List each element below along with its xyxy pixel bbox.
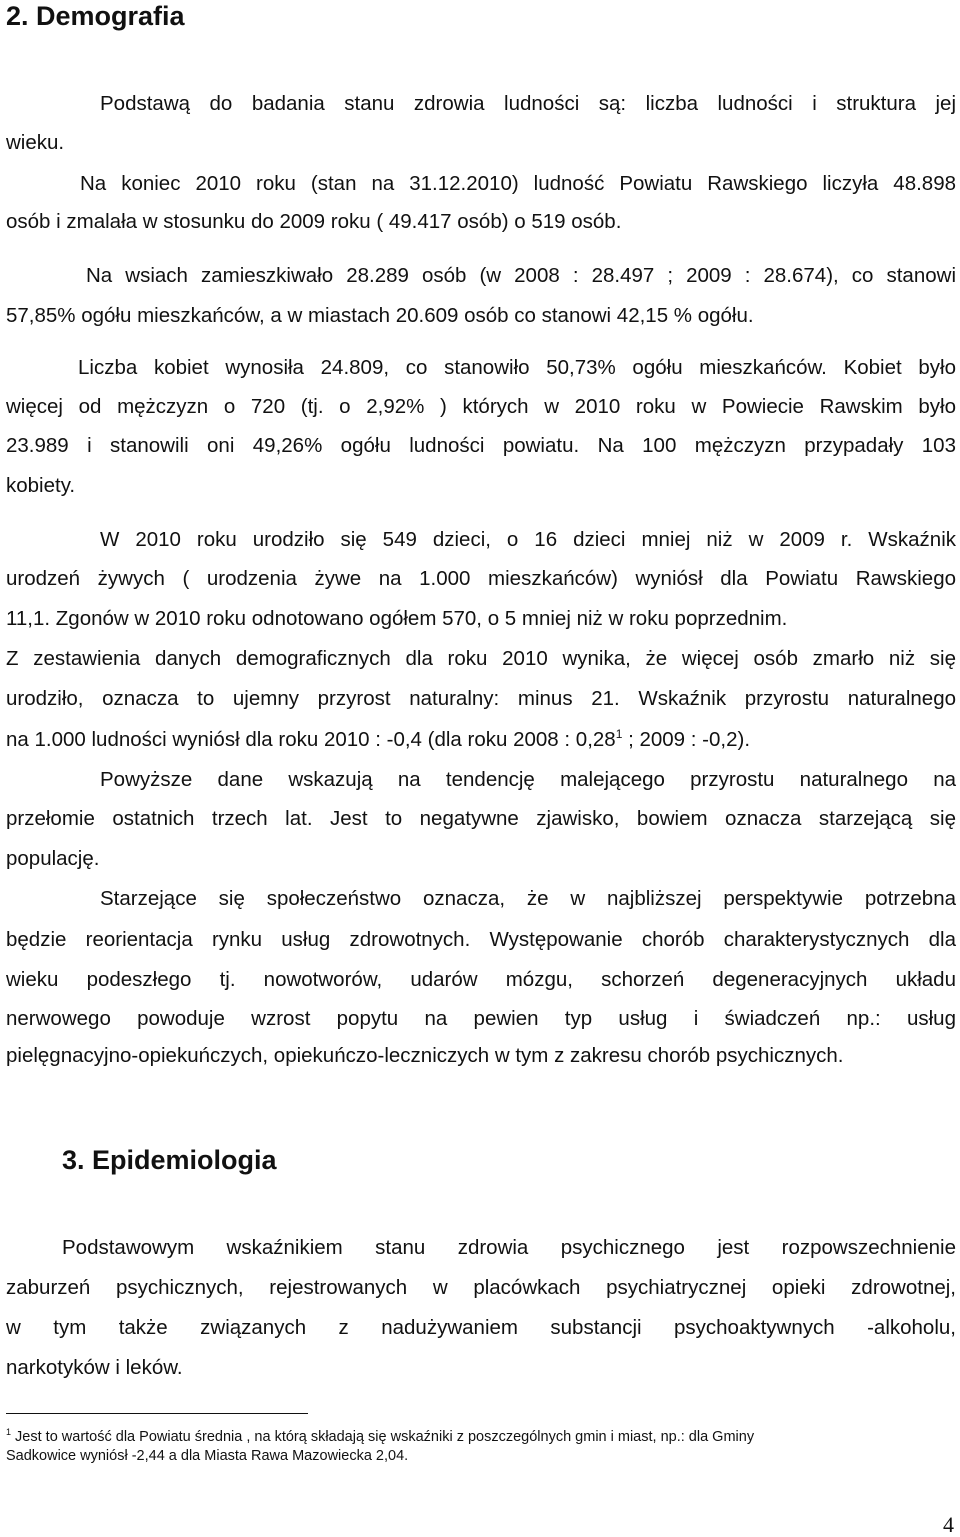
paragraph-line: Z zestawienia danych demograficznych dla roku 2010 wynika, że więcej osób zmarło niż się [6,647,956,670]
paragraph-line: w tym także związanych z nadużywaniem substancji psychoaktywnych -alkoholu, [6,1316,956,1339]
paragraph-line: więcej od mężczyzn o 720 (tj. o 2,92% ) których w 2010 roku w Powiecie Rawskim było [6,395,956,418]
paragraph-line: przełomie ostatnich trzech lat. Jest to negatywne zjawisko, bowiem oznacza starzejącą się [6,807,956,830]
paragraph-line: urodziło, oznacza to ujemny przyrost naturalny: minus 21. Wskaźnik przyrostu naturalnego [6,687,956,710]
paragraph-line: 57,85% ogółu mieszkańców, a w miastach 20.609 osób co stanowi 42,15 % ogółu. [6,304,754,327]
paragraph-line: Na koniec 2010 roku (stan na 31.12.2010) ludność Powiatu Rawskiego liczyła 48.898 [80,172,956,195]
paragraph-line: narkotyków i leków. [6,1356,183,1379]
paragraph-line [6,727,956,753]
paragraph-line: kobiety. [6,474,76,497]
paragraph-line: 23.989 i stanowili oni 49,26% ogółu ludności powiatu. Na 100 mężczyzn przypadały 103 [6,434,956,457]
paragraph-line: wieku. [6,131,65,154]
paragraph-line: będzie reorientacja rynku usług zdrowotnych. Występowanie chorób charakterystycznych dla [6,928,956,951]
paragraph-text: ; 2009 : -0,2). [622,728,751,751]
paragraph-line: zaburzeń psychicznych, rejestrowanych w placówkach psychiatrycznej opieki zdrowotnej, [6,1276,956,1299]
section-heading-epidemiologia: 3. Epidemiologia [62,1145,277,1175]
page-number: 4 [943,1512,954,1537]
footnote-marker: 1 [6,1427,12,1438]
paragraph-text: na 1.000 ludności wyniósł dla roku 2010 : -0,4 (dla roku 2008 : 0,28 [6,728,616,751]
section-heading-demografia: 2. Demografia [6,1,185,31]
paragraph-line: 11,1. Zgonów w 2010 roku odnotowano ogółem 570, o 5 mniej niż w roku poprzednim. [6,607,788,630]
paragraph-line: Podstawowym wskaźnikiem stanu zdrowia psychicznego jest rozpowszechnienie [62,1236,956,1259]
paragraph-line: W 2010 roku urodziło się 549 dzieci, o 16 dzieci mniej niż w 2009 r. Wskaźnik [100,528,956,551]
footnote-text: Jest to wartość dla Powiatu średnia , na którą składają się wskaźniki z poszczególnych gmin i miast, np.: dla Gminy [11,1429,755,1445]
paragraph-line: Liczba kobiet wynosiła 24.809, co stanowiło 50,73% ogółu mieszkańców. Kobiet było [78,356,956,379]
paragraph-line: populację. [6,847,100,870]
paragraph-line: pielęgnacyjno-opiekuńczych, opiekuńczo-leczniczych w tym z zakresu chorób psychicznych. [6,1044,844,1067]
footnote-line: Sadkowice wyniósł -2,44 a dla Miasta Rawa Mazowiecka 2,04. [6,1448,409,1464]
footnote-reference[interactable]: 1 [615,727,623,742]
paragraph-line: nerwowego powoduje wzrost popytu na pewien typ usług i świadczeń np.: usług [6,1007,956,1030]
paragraph-line: osób i zmalała w stosunku do 2009 roku ( 49.417 osób) o 519 osób. [6,210,622,233]
paragraph-line: urodzeń żywych ( urodzenia żywe na 1.000 mieszkańców) wyniósł dla Powiatu Rawskiego [6,567,956,590]
paragraph-line: Starzejące się społeczeństwo oznacza, że w najbliższej perspektywie potrzebna [100,887,956,910]
paragraph-line: wieku podeszłego tj. nowotworów, udarów mózgu, schorzeń degeneracyjnych układu [6,968,956,991]
paragraph-line: Podstawą do badania stanu zdrowia ludności są: liczba ludności i struktura jej [100,92,956,115]
footnote-line [6,1427,754,1447]
paragraph-line: Powyższe dane wskazują na tendencję malejącego przyrostu naturalnego na [100,768,956,791]
paragraph-line: Na wsiach zamieszkiwało 28.289 osób (w 2008 : 28.497 ; 2009 : 28.674), co stanowi [86,264,956,287]
footnote-separator [6,1413,308,1414]
